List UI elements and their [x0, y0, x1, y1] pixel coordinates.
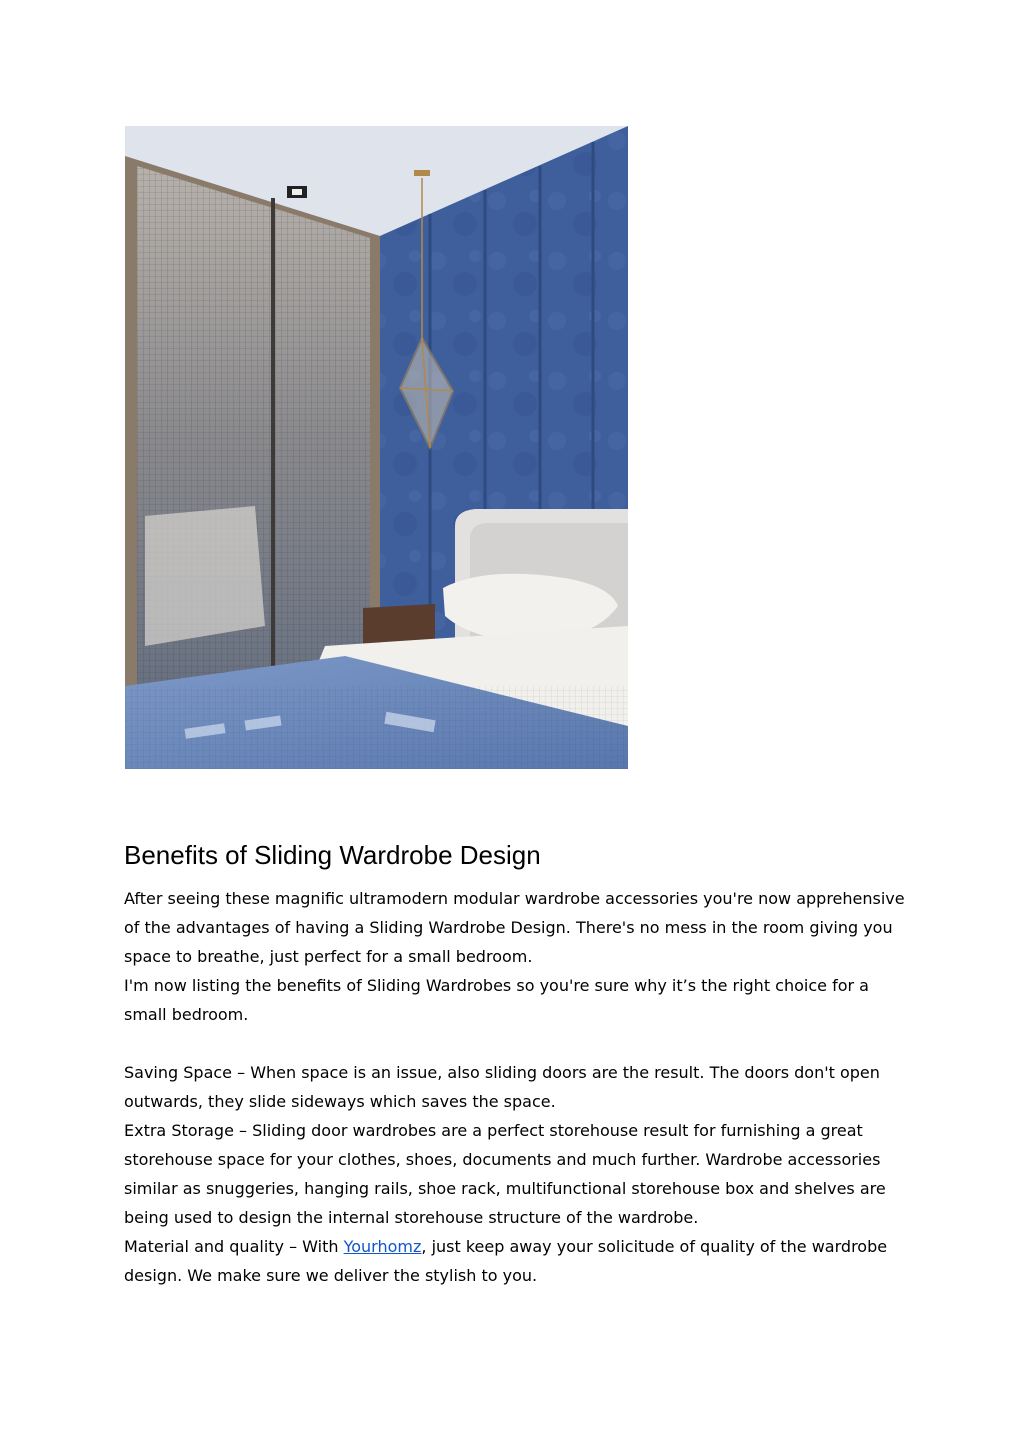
material-quality-text-after: , just keep away your solicitude of quality of the wardrobe design. We make sure we deliver the stylish to you.: [124, 1237, 888, 1285]
material-quality-text-before: Material and quality – With: [124, 1237, 344, 1256]
section-heading: Benefits of Sliding Wardrobe Design: [124, 840, 541, 870]
yourhomz-link[interactable]: Yourhomz: [343, 1237, 422, 1256]
paragraph-spacer: [124, 1029, 914, 1058]
saving-space-paragraph: Saving Space – When space is an issue, also sliding doors are the result. The doors don't open outwards, they slide sideways which saves the space.: [124, 1063, 880, 1111]
extra-storage-paragraph: Extra Storage – Sliding door wardrobes are a perfect storehouse result for furnishing a great storehouse space for your clothes, shoes, documents and much further. Wardrobe accessories similar as snuggeries, hanging rails, shoe rack, multifunctional storehouse box and shelves are being used to design the internal storehouse structure of the wardrobe.: [124, 1121, 886, 1227]
intro-paragraph: After seeing these magnific ultramodern modular wardrobe accessories you're now apprehensive of the advantages of having a Sliding Wardrobe Design. There's no mess in the room giving you space to breathe, just perfect for a small bedroom.: [124, 889, 905, 966]
benefits-intro-paragraph: I'm now listing the benefits of Sliding Wardrobes so you're sure why it’s the right choice for a small bedroom.: [124, 976, 869, 1024]
bedroom-wardrobe-photo: [125, 126, 628, 769]
material-quality-paragraph: [124, 1232, 914, 1290]
article-body: [124, 884, 914, 1290]
